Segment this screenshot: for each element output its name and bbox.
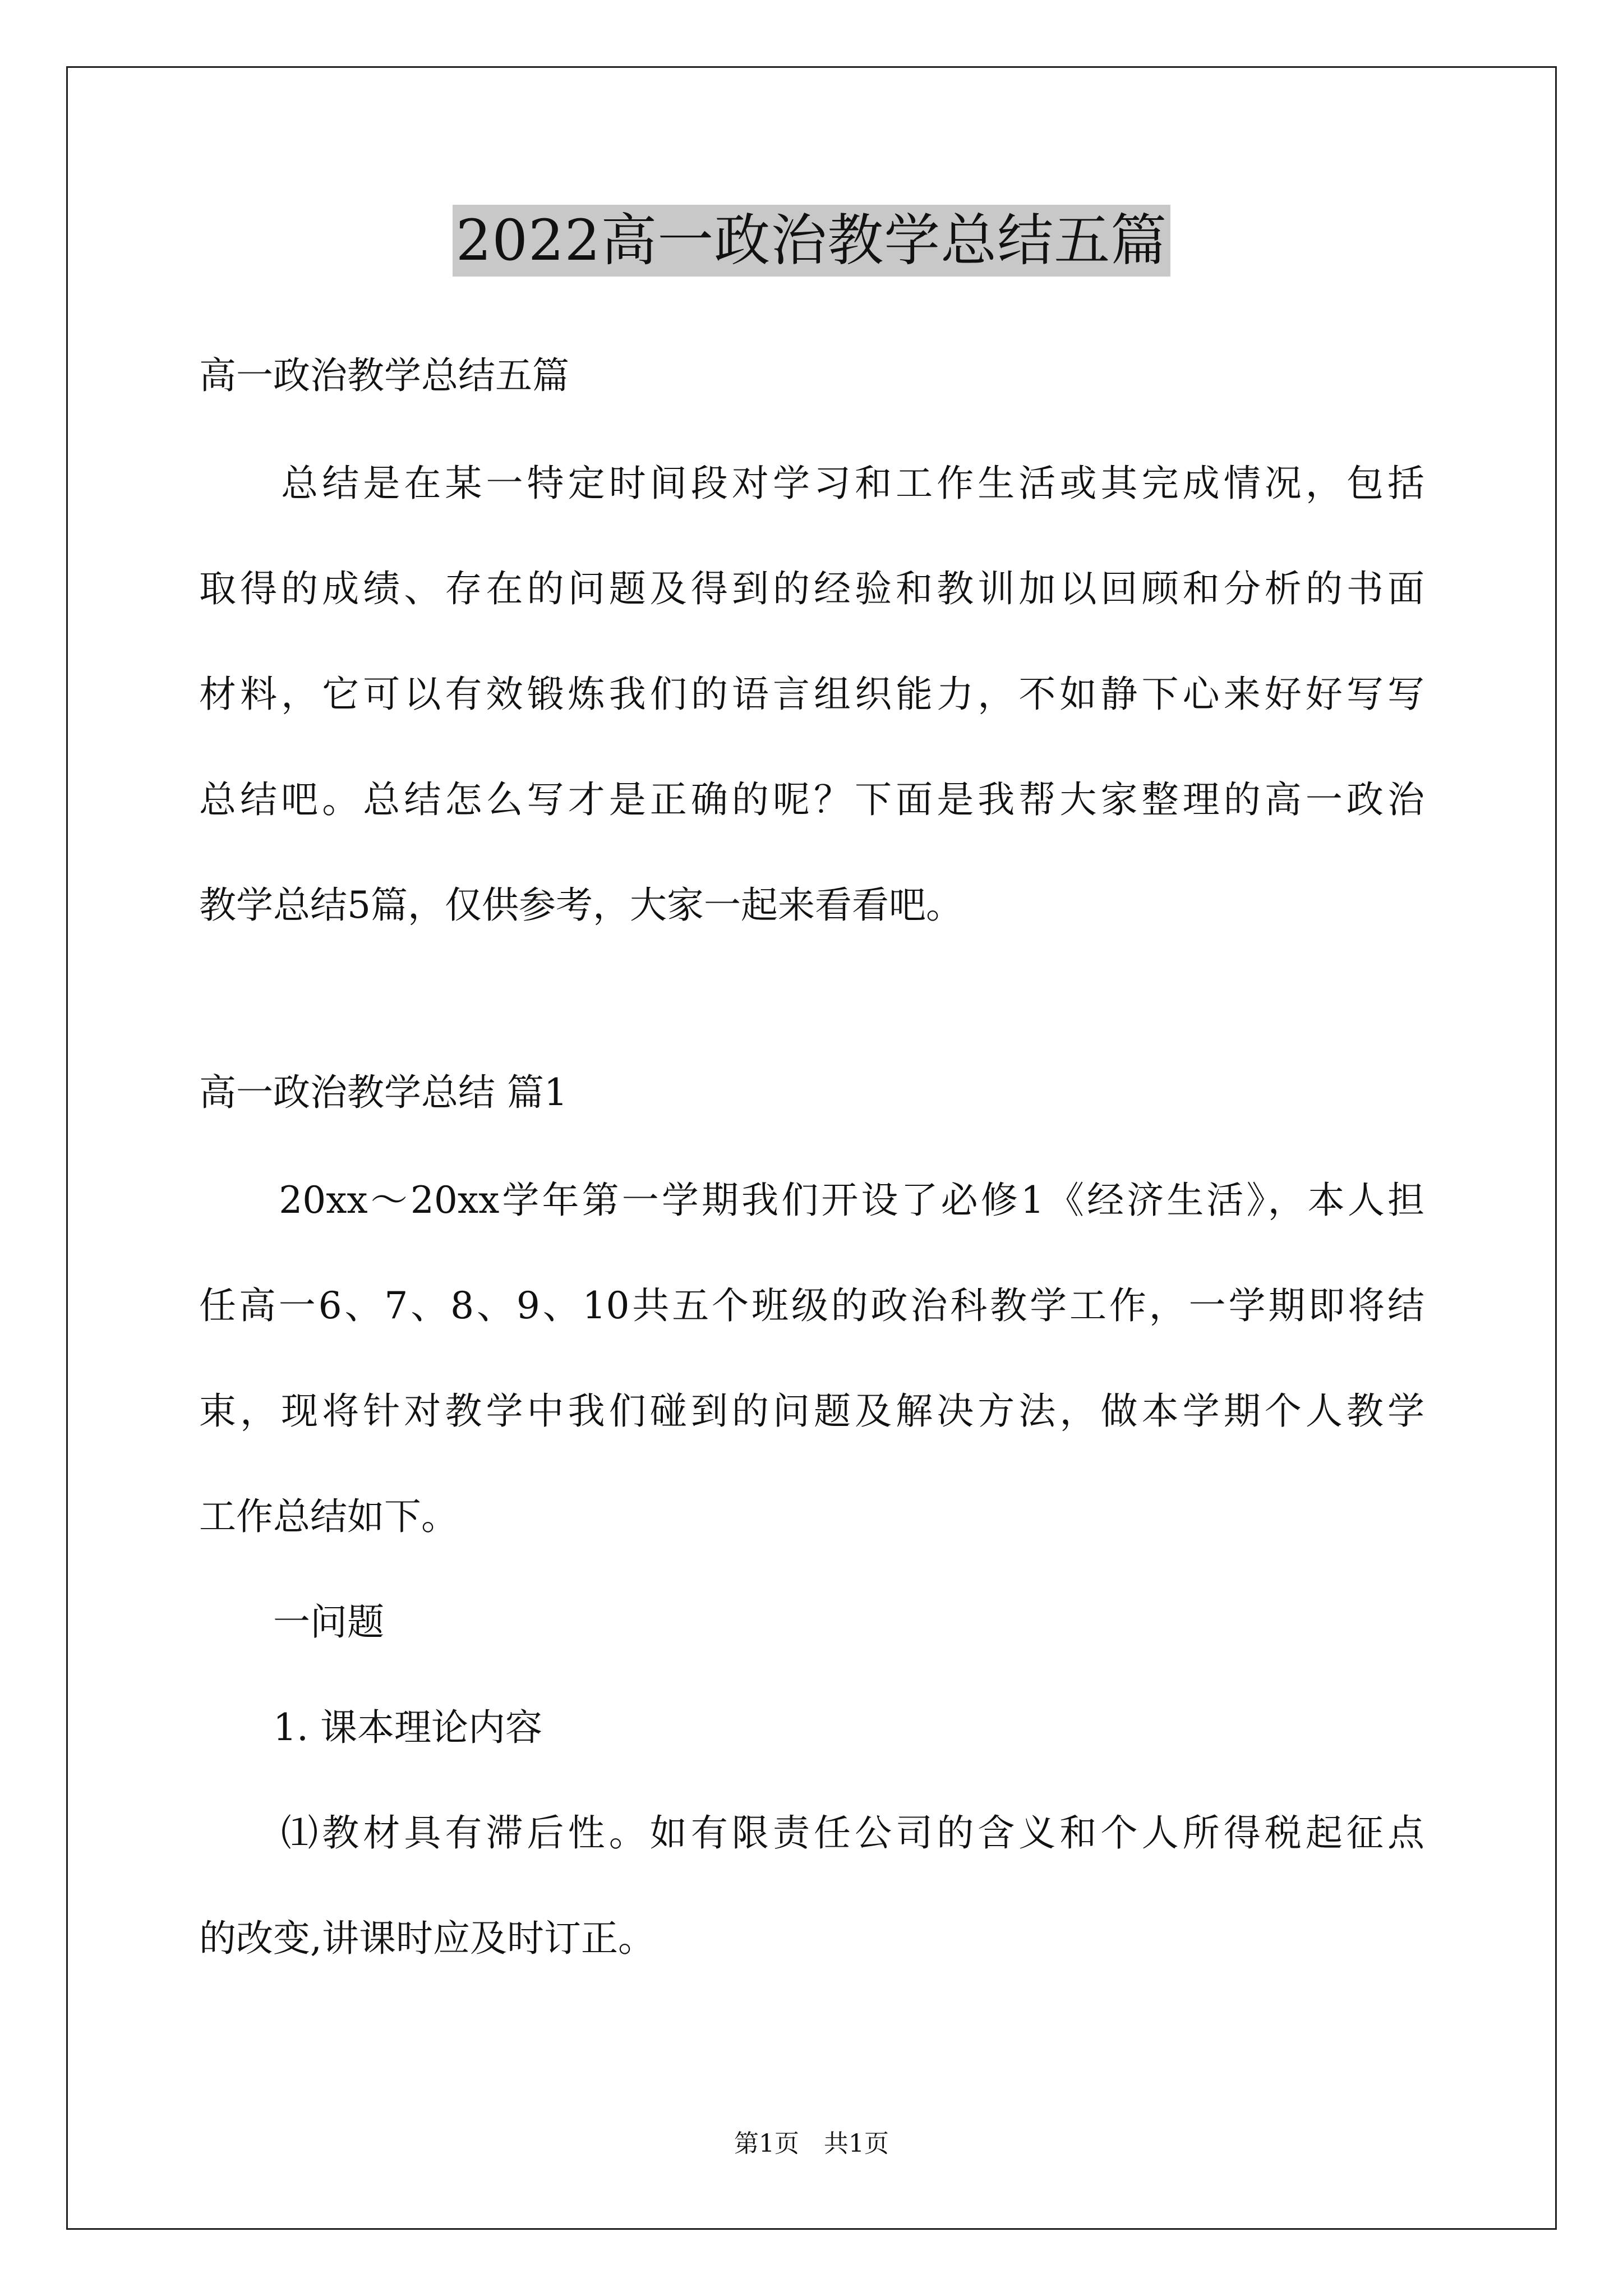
page-number-footer: 第1页 共1页 [734,2129,889,2158]
intro-line-3: 材料，它可以有效锻炼我们的语言组织能力，不如静下心来好好写写 [199,673,1424,716]
item-line-2: 的改变,讲课时应及时订正。 [199,1917,655,1960]
section-line-1: 20xx～20xx学年第一学期我们开设了必修1《经济生活》，本人担 [199,1179,1424,1222]
problem-heading: 一问题 [199,1600,384,1644]
item-line-1: ⑴教材具有滞后性。如有限责任公司的含义和个人所得税起征点 [199,1811,1424,1855]
document-subtitle: 高一政治教学总结五篇 [199,354,569,397]
intro-line-5: 教学总结5篇，仅供参考，大家一起来看看吧。 [199,884,963,927]
section-line-3: 束，现将针对教学中我们碰到的问题及解决方法，做本学期个人教学 [199,1389,1424,1433]
intro-line-1: 总结是在某一特定时间段对学习和工作生活或其完成情况，包括 [199,462,1424,505]
section-line-2: 任高一6、7、8、9、10共五个班级的政治科教学工作，一学期即将结 [199,1284,1424,1327]
title-container [0,205,1623,277]
section-heading: 高一政治教学总结 篇1 [199,1071,568,1114]
item-heading: 1. 课本理论内容 [199,1706,542,1749]
intro-line-2: 取得的成绩、存在的问题及得到的经验和教训加以回顾和分析的书面 [199,567,1424,610]
document-title: 2022高一政治教学总结五篇 [453,205,1171,277]
section-line-4: 工作总结如下。 [199,1495,458,1538]
intro-line-4: 总结吧。总结怎么写才是正确的呢？下面是我帮大家整理的高一政治 [199,778,1424,821]
